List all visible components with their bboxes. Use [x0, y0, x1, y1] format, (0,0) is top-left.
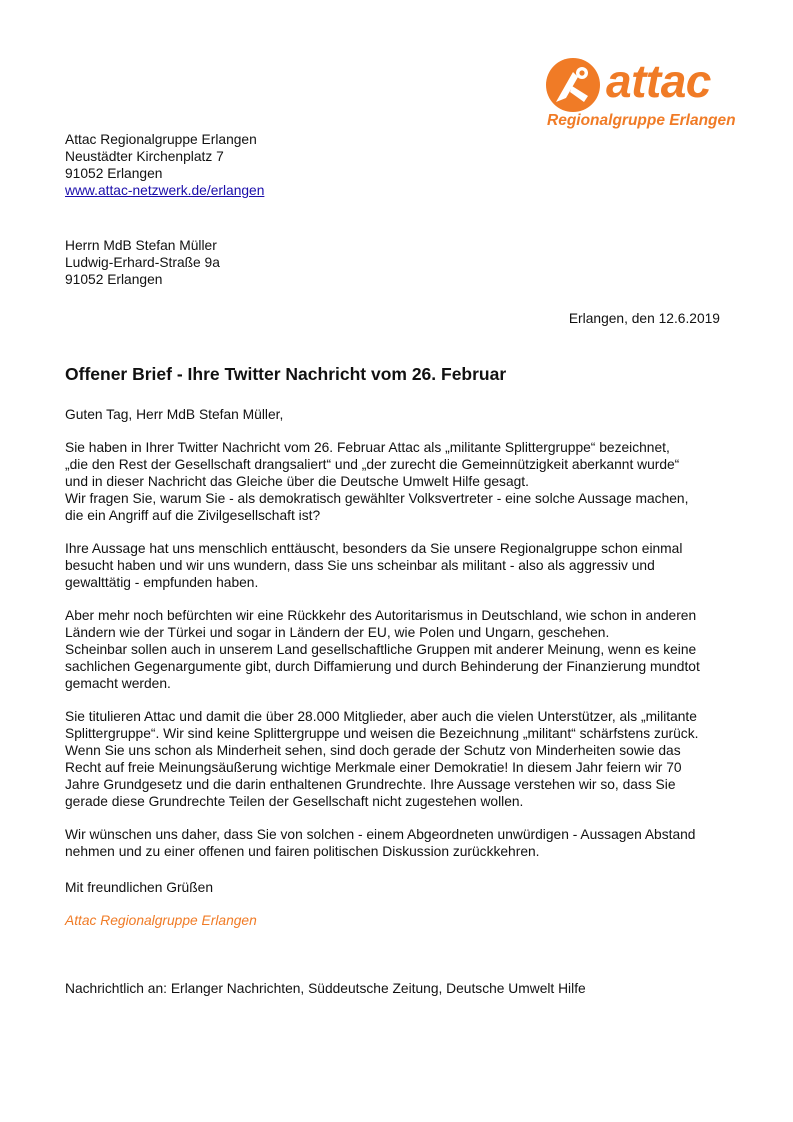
- sender-street: Neustädter Kirchenplatz 7: [65, 149, 224, 164]
- closing: Mit freundlichen Grüßen: [65, 880, 213, 895]
- recipient-street: Ludwig-Erhard-Straße 9a: [65, 255, 220, 270]
- recipient-city: 91052 Erlangen: [65, 272, 163, 287]
- sender-name: Attac Regionalgruppe Erlangen: [65, 132, 257, 147]
- logo-subtitle: Regionalgruppe Erlangen: [547, 112, 736, 129]
- paragraph: Aber mehr noch befürchten wir eine Rückkehr des Autoritarismus in Deutschland, wie schon in anderen Ländern wie der Türkei und sogar in Ländern der EU, wie Polen und Ungarn, geschehen. Scheinbar sollen auch in unserem Land gesellschaftliche Gruppen mit anderer Meinung, wenn es keine sachlichen Gegenargumente gibt, durch Diffamierung und durch Behinderung der Finanzierung mundtot gemacht werden.: [65, 608, 700, 691]
- sender-address: [65, 131, 264, 199]
- paragraph: Sie titulieren Attac und damit die über 28.000 Mitglieder, aber auch die vielen Unterstützer, als „militante Splittergruppe“. Wir sind keine Splittergruppe und weisen die Bezeichnung „militant“ schärfstens zurück. Wenn Sie uns schon als Minderheit sehen, sind doch gerade der Schutz von Minderheiten sowie das Recht auf freie Meinungsäußerung wichtige Merkmale einer Demokratie! In diesem Jahr feiern wir 70 Jahre Grundgesetz und die darin enthaltenen Grundrechte. Ihre Aussage verstehen wir so, dass Sie gerade diese Grundrechte Teilen der Gesellschaft nicht zugestehen wollen.: [65, 709, 699, 809]
- sender-city: 91052 Erlangen: [65, 166, 163, 181]
- signature: Attac Regionalgruppe Erlangen: [65, 913, 257, 928]
- recipient-address: [65, 237, 220, 288]
- letter-body: [65, 406, 745, 876]
- paragraph: Sie haben in Ihrer Twitter Nachricht vom 26. Februar Attac als „militante Splittergruppe“ bezeichnet, „die den Rest der Gesellschaft drangsaliert“ und „der zurecht die Gemeinnützigkeit aberkannt wurde“ und in dieser Nachricht das Gleiche über die Deutsche Umwelt Hilfe gesagt. Wir fragen Sie, warum Sie - als demokratisch gewählter Volksvertreter - eine solche Aussage machen, die ein Angriff auf die Zivilgesellschaft ist?: [65, 440, 689, 523]
- logo-wordmark: attac: [606, 55, 711, 107]
- greeting: Guten Tag, Herr MdB Stefan Müller,: [65, 407, 284, 422]
- paragraph: Ihre Aussage hat uns menschlich enttäuscht, besonders da Sie unsere Regionalgruppe schon einmal besucht haben und wir uns wundern, dass Sie uns scheinbar als militant - also als aggressiv und gewalttätig - empfunden haben.: [65, 541, 683, 590]
- attac-logo-icon: [544, 56, 602, 114]
- cc-line: Nachrichtlich an: Erlanger Nachrichten, Süddeutsche Zeitung, Deutsche Umwelt Hilfe: [65, 981, 586, 996]
- letter-subject: Offener Brief - Ihre Twitter Nachricht vom 26. Februar: [65, 364, 507, 384]
- paragraph: Wir wünschen uns daher, dass Sie von solchen - einem Abgeordneten unwürdigen - Aussagen Abstand nehmen und zu einer offenen und fairen politischen Diskussion zurückkehren.: [65, 827, 696, 859]
- letter-date: Erlangen, den 12.6.2019: [568, 311, 720, 326]
- attac-logo: [540, 54, 750, 134]
- recipient-name: Herrn MdB Stefan Müller: [65, 238, 217, 253]
- sender-website-link[interactable]: www.attac-netzwerk.de/erlangen: [65, 183, 265, 198]
